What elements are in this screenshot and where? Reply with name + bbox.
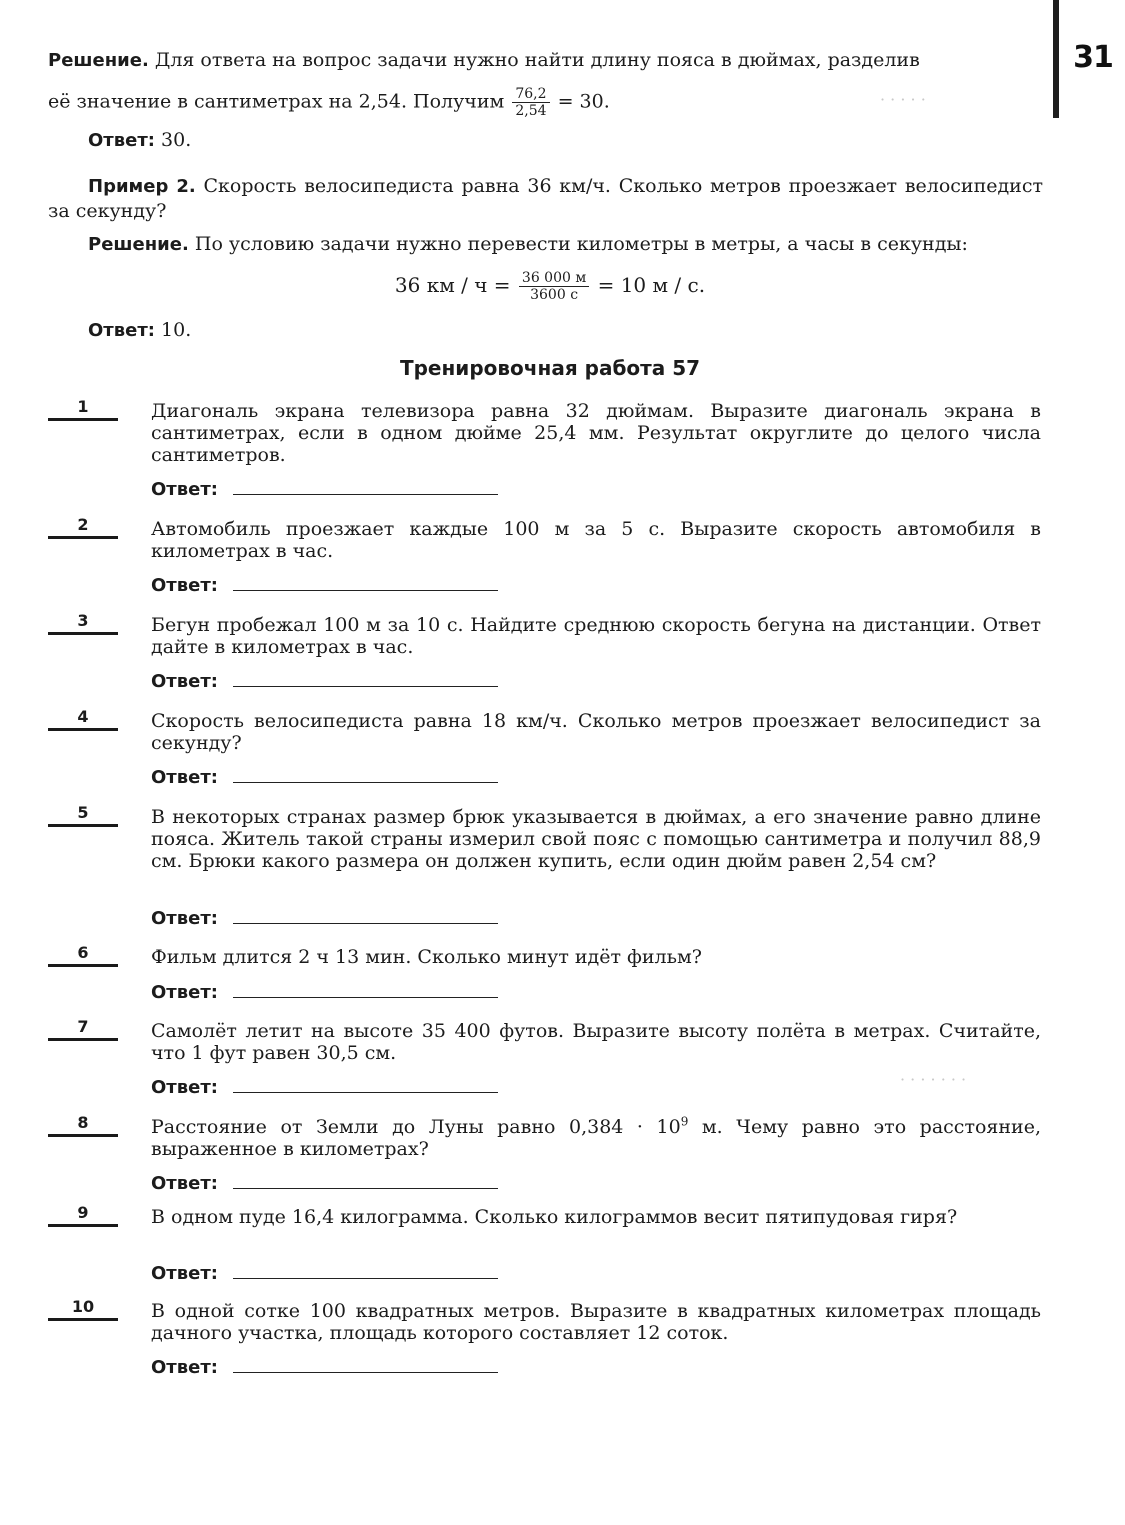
fraction [519, 270, 589, 303]
task-text: Скорость велосипедиста равна 18 км/ч. Сколько метров проезжает велосипедист за секунду? [151, 710, 1041, 754]
solution-text: По условию задачи нужно перевести километры в метры, а часы в секунды: [194, 233, 968, 255]
example1-answer [88, 128, 1083, 153]
solution-label: Решение. [48, 50, 149, 71]
example1-solution-line1 [48, 48, 1043, 73]
section-title: Тренировочная работа 57 [399, 356, 701, 380]
task-number: 4 [48, 707, 118, 731]
task-text: В одном пуде 16,4 килограмма. Сколько килограммов весит пятипудовая гиря? [151, 1206, 958, 1228]
answer-label: Ответ: [151, 479, 218, 500]
answer-line[interactable] [233, 923, 498, 924]
fraction-result: = 30. [557, 90, 610, 113]
answer-label: Ответ: [151, 1263, 218, 1284]
answer-label: Ответ: [151, 982, 218, 1003]
task-text: Бегун пробежал 100 м за 10 с. Найдите среднюю скорость бегуна на дистанции. Ответ дайте в километрах в час. [151, 614, 1041, 658]
solution-label: Решение. [88, 234, 189, 255]
task-number: 5 [48, 803, 118, 827]
answer-label: Ответ: [151, 1357, 218, 1378]
answer-value: 10. [161, 319, 192, 341]
fraction [512, 86, 549, 119]
task-text [151, 1116, 1041, 1160]
exponent: 9 [680, 1114, 689, 1129]
fraction-numerator: 36 000 м [519, 270, 589, 287]
example-label: Пример 2. [88, 176, 196, 197]
task-text: Фильм длится 2 ч 13 мин. Сколько минут идёт фильм? [151, 946, 702, 968]
answer-line[interactable] [233, 686, 498, 687]
conversion-formula [0, 270, 1100, 303]
answer-label: Ответ: [151, 767, 218, 788]
answer-line[interactable] [233, 997, 498, 998]
page-number: 31 [1073, 40, 1113, 75]
answer-line[interactable] [233, 782, 498, 783]
example-text: Скорость велосипедиста равна 36 км/ч. Сколько метров проезжает велосипедист за секунду? [48, 175, 1044, 222]
solution-text: её значение в сантиметрах на 2,54. Получим [48, 90, 505, 113]
fraction-denominator: 3600 с [530, 287, 579, 303]
answer-line[interactable] [233, 1092, 498, 1093]
task-text: В некоторых странах размер брюк указывается в дюймах, а его значение равно длине пояса. Житель такой страны измерил свой пояс с помощью сантиметра и получил 88,9 см. Брюки какого размера он должен купить, если один дюйм равен 2,54 см? [151, 806, 1041, 872]
answer-label: Ответ: [88, 320, 155, 341]
task-number: 9 [48, 1203, 118, 1227]
task-number: 8 [48, 1113, 118, 1137]
answer-line[interactable] [233, 590, 498, 591]
task-number: 2 [48, 515, 118, 539]
task-text: Самолёт летит на высоте 35 400 футов. Выразите высоту полёта в метрах. Считайте, что 1 фут равен 30,5 см. [151, 1020, 1041, 1064]
task-text-part: м. Чему равно это расстояние, выраженное в километрах? [151, 1116, 1041, 1160]
fraction-numerator: 76,2 [512, 86, 549, 103]
answer-label: Ответ: [151, 908, 218, 929]
answer-label: Ответ: [88, 130, 155, 151]
fraction-denominator: 2,54 [515, 103, 547, 119]
answer-line[interactable] [233, 1188, 498, 1189]
task-text-part: Расстояние от Земли до Луны равно 0,384 · 10 [151, 1116, 681, 1138]
answer-label: Ответ: [151, 1173, 218, 1194]
example2-answer [88, 318, 1083, 343]
solution-text: Для ответа на вопрос задачи нужно найти длину пояса в дюймах, разделив [154, 49, 920, 71]
answer-line[interactable] [233, 494, 498, 495]
task-number: 6 [48, 943, 118, 967]
answer-value: 30. [161, 129, 192, 151]
formula-left: 36 км / ч = [394, 273, 511, 297]
example1-solution-line2 [48, 86, 1043, 119]
task-text: В одной сотке 100 квадратных метров. Выразите в квадратных километрах площадь дачного участка, площадь которого составляет 12 соток. [151, 1300, 1041, 1344]
answer-label: Ответ: [151, 1077, 218, 1098]
answer-line[interactable] [233, 1372, 498, 1373]
formula-right: = 10 м / с. [597, 273, 706, 297]
task-number: 10 [48, 1297, 118, 1321]
task-number: 7 [48, 1017, 118, 1041]
answer-label: Ответ: [151, 575, 218, 596]
answer-label: Ответ: [151, 671, 218, 692]
task-text: Автомобиль проезжает каждые 100 м за 5 с. Выразите скорость автомобиля в километрах в час. [151, 518, 1041, 562]
margin-bar [1053, 0, 1059, 118]
task-number: 3 [48, 611, 118, 635]
example2-solution [88, 232, 1048, 257]
answer-line[interactable] [233, 1278, 498, 1279]
bleed-through: · · · · · [880, 90, 926, 109]
task-number: 1 [48, 397, 118, 421]
task-text: Диагональ экрана телевизора равна 32 дюймам. Выразите диагональ экрана в сантиметрах, если в одном дюйме 25,4 мм. Результат округлите до целого числа сантиметров. [151, 400, 1041, 466]
bleed-through: · · · · · · · [900, 1070, 967, 1089]
example2-statement [48, 174, 1043, 223]
